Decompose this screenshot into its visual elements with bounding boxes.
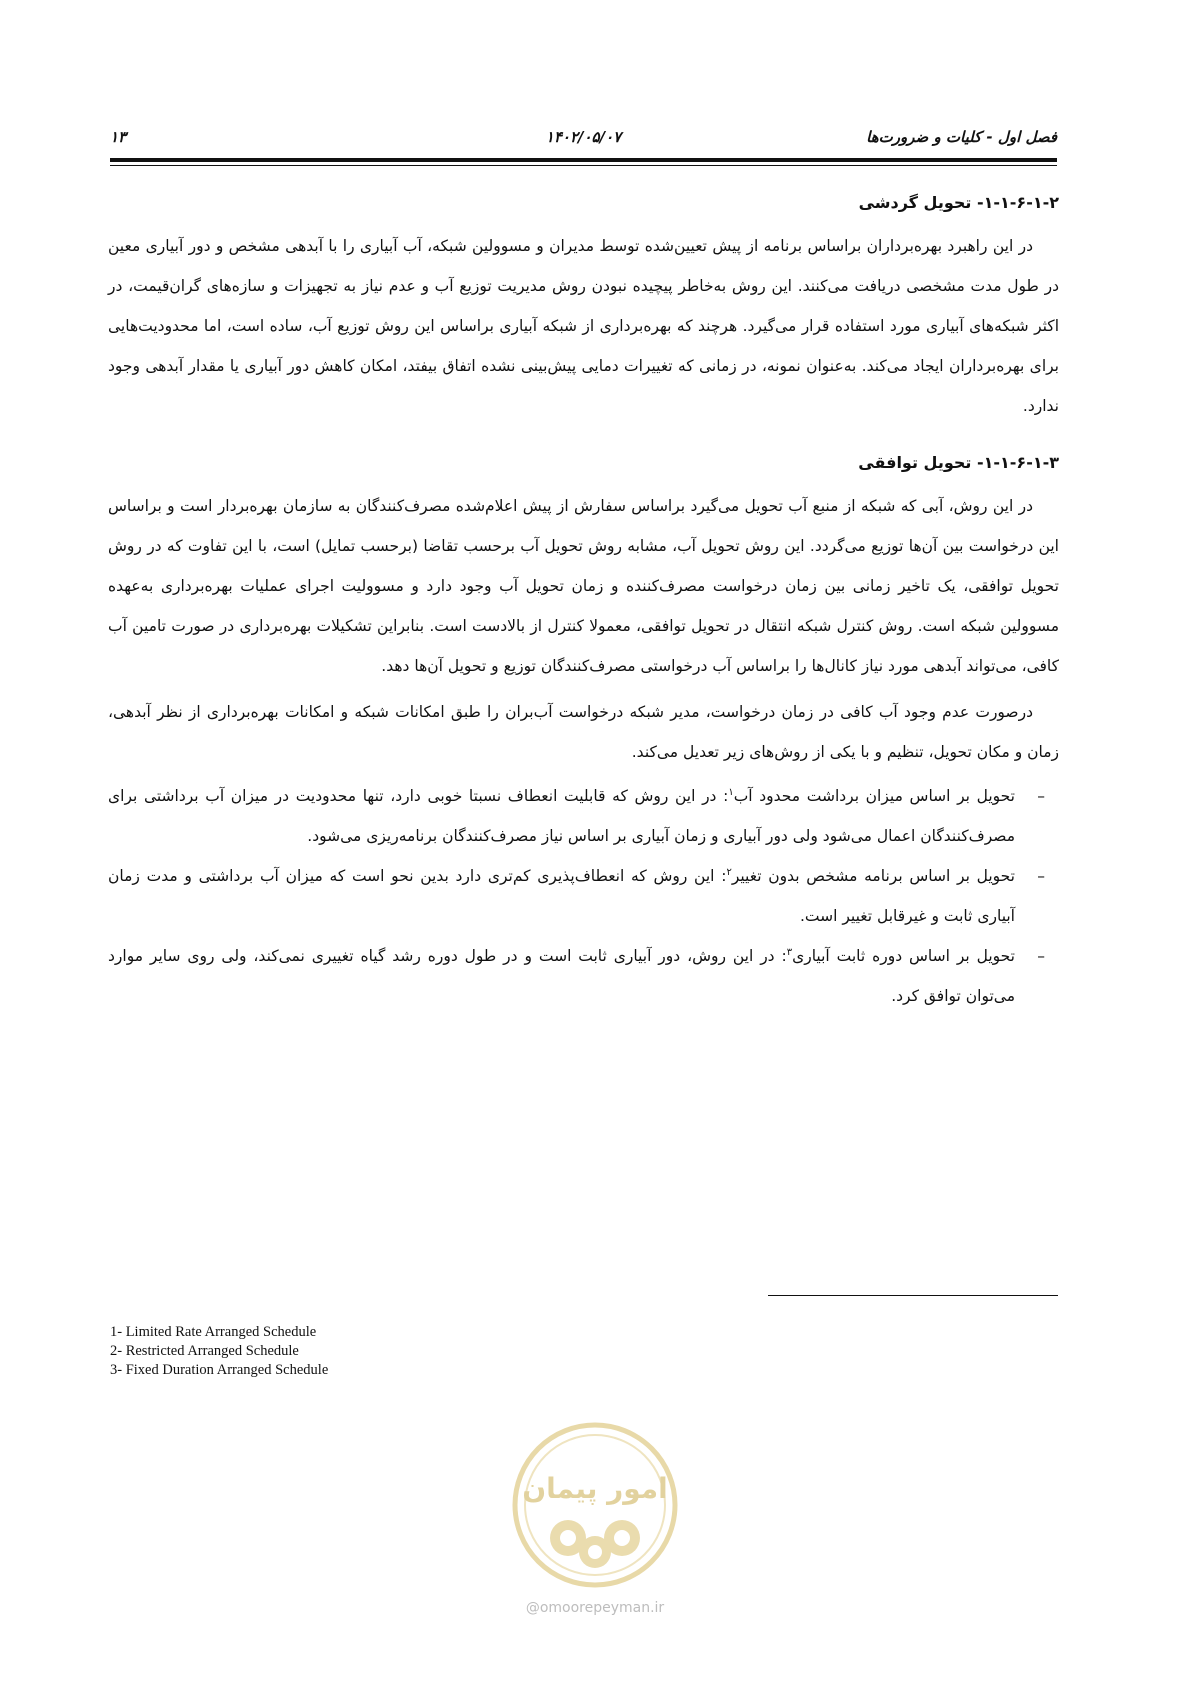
section-heading-rotational-delivery: ۱-۱-۶-۱-۲- تحویل گردشی (858, 193, 1059, 212)
page-body (108, 188, 1059, 1016)
paragraph-arranged-delivery-1: در این روش، آبی که شبکه از منبع آب تحویل می‌گیرد براساس سفارش از پیش اعلام‌شده مصرف‌کنندگان به سازمان بهره‌بردار است و براساس این درخواست بین آن‌ها توزیع می‌گردد. این روش تحویل آب، مشابه روش تحویل آب برحسب تقاضا (برحسب تمایل) است، با این تفاوت که در روش تحویل توافقی، یک تاخیر زمانی بین زمان درخواست مصرف‌کننده و زمان تحویل آب وجود دارد و مسوولیت اجرای عملیات بهره‌برداری به‌عهده مسوولین شبکه است. روش کنترل شبکه انتقال در تحویل توافقی، معمولا کنترل از بالادست است. بنابراین تشکیلات بهره‌برداری در صورت تامین آب کافی، می‌تواند آبدهی مورد نیاز کانال‌ها را براساس آب درخواستی مصرف‌کنندگان توزیع و تحویل آن‌ها دهد. (108, 497, 1059, 675)
footnote-ref: ۱ (728, 786, 734, 798)
bullet-dash: – (1037, 787, 1045, 805)
footnote-separator (768, 1295, 1058, 1296)
footnote-1: 1- Limited Rate Arranged Schedule (110, 1324, 317, 1340)
watermark-site: @omoorepeyman.ir (525, 1600, 665, 1616)
watermark-logo (510, 1420, 680, 1590)
bullet-dash: – (1037, 947, 1045, 965)
list-item (108, 936, 1059, 1016)
header-rule-thick (110, 158, 1057, 162)
paragraph-arranged-delivery-2: درصورت عدم وجود آب کافی در زمان درخواست، مدیر شبکه درخواست آب‌بران را طبق امکانات شبکه و امکانات بهره‌برداری از نظر آبدهی، زمان و مکان تحویل، تنظیم و با یکی از روش‌های زیر تعدیل می‌کند. (108, 703, 1059, 761)
list-item-text: : این روش که انعطاف‌پذیری کم‌تری دارد بدین نحو است که میزان آب برداشتی و مدت زمان آبیاری ثابت و غیرقابل تغییر است. (108, 867, 1015, 925)
logo-text: امور پیمان (522, 1472, 668, 1505)
page-header (110, 128, 1057, 154)
footnote-3: 3- Fixed Duration Arranged Schedule (110, 1362, 329, 1378)
page-number: ۱۳ (110, 128, 127, 146)
paragraph-rotational-delivery: در این راهبرد بهره‌برداران براساس برنامه از پیش تعیین‌شده توسط مدیران و مسوولین شبکه، آب آبیاری را با آبدهی مشخص و دور آبیاری معین در طول مدت مشخصی دریافت می‌کنند. این روش به‌خاطر پیچیده نبودن روش مدیریت توزیع آب و عدم نیاز به تجهیزات و سازه‌های گران‌قیمت، در اکثر شبکه‌های آبیاری مورد استفاده قرار می‌گیرد. هرچند که بهره‌برداری از شبکه آبیاری براساس این روش توزیع آب، ساده است، اما محدودیت‌هایی برای بهره‌برداران ایجاد می‌کند. به‌عنوان نمونه، در زمانی که تغییرات دمایی پیش‌بینی نشده اتفاق بیفتد، امکان کاهش دور آبیاری یا مقدار آبدهی وجود ندارد. (108, 237, 1059, 415)
header-date: ۱۴۰۲/۰۵/۰۷ (545, 128, 622, 146)
list-item-title: تحویل بر اساس دوره ثابت آبیاری (792, 947, 1015, 965)
footnote-2: 2- Restricted Arranged Schedule (110, 1343, 299, 1359)
footnotes (110, 1323, 710, 1380)
list-item-text: : در این روش، دور آبیاری ثابت است و در طول دوره رشد گیاه تغییری نمی‌کند، ولی روی سایر موارد می‌توان توافق کرد. (108, 947, 1015, 1005)
list-item-title: تحویل بر اساس برنامه مشخص بدون تغییر (731, 867, 1015, 885)
footnote-ref: ۳ (786, 946, 793, 958)
footnote-ref: ۲ (726, 866, 732, 878)
header-rule-thin (110, 165, 1057, 166)
chapter-title: فصل اول - کلیات و ضرورت‌ها (866, 128, 1057, 146)
list-item-text: : در این روش که قابلیت انعطاف نسبتا خوبی دارد، تنها محدودیت در میزان آب برداشتی برای مصرف‌کنندگان اعمال می‌شود ولی دور آبیاری و زمان آبیاری بر اساس نیاز مصرف‌کنندگان برنامه‌ریزی می‌شود. (108, 787, 1015, 845)
list-item-title: تحویل بر اساس میزان برداشت محدود آب (733, 787, 1016, 805)
bullet-dash: – (1037, 867, 1045, 885)
delivery-methods-list (108, 776, 1059, 1016)
list-item (108, 776, 1059, 856)
list-item (108, 856, 1059, 936)
section-heading-arranged-delivery: ۱-۱-۶-۱-۳- تحویل توافقی (858, 453, 1059, 472)
